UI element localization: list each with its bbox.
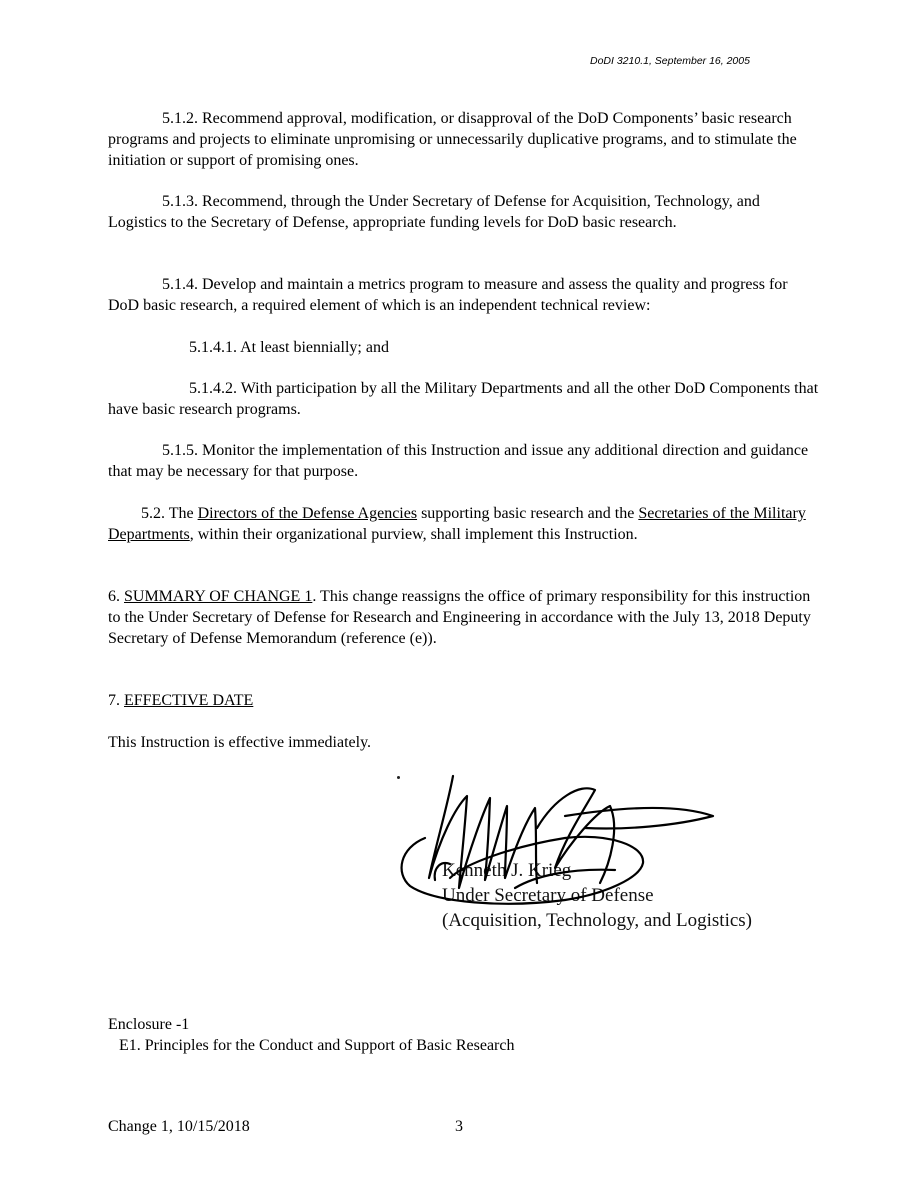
signer-office: (Acquisition, Technology, and Logistics): [442, 910, 753, 931]
paragraph-5-1-5: 5.1.5. Monitor the implementation of this Instruction and issue any additional direction and guidance that may be necessary for that purpose.: [108, 442, 809, 480]
signer-title: Under Secretary of Defense: [442, 885, 654, 906]
paragraph-5-1-4-1: 5.1.4.1. At least biennially; and: [189, 339, 389, 356]
paragraph-5-1-4: 5.1.4. Develop and maintain a metrics program to measure and assess the quality and progress for DoD basic research, a required element of which is an independent technical review:: [108, 276, 788, 314]
paragraph-5-2-middle: supporting basic research and the: [417, 505, 639, 522]
footer-change: Change 1, 10/15/2018: [108, 1118, 250, 1135]
section-6-number: 6.: [108, 588, 124, 605]
signer-name: Kenneth J. Krieg: [442, 860, 572, 881]
enclosures-section: [108, 1014, 820, 1056]
effective-statement: This Instruction is effective immediately.: [108, 734, 372, 751]
paragraph-5-2-suffix: , within their organizational purview, shall implement this Instruction.: [189, 526, 638, 543]
handwritten-signature: [395, 768, 795, 943]
section-6-summary-of-change: [108, 586, 820, 649]
running-header: DoDI 3210.1, September 16, 2005: [590, 55, 750, 67]
enclosure-item-e1: E1. Principles for the Conduct and Support of Basic Research: [119, 1037, 515, 1054]
paragraph-5-1-3: 5.1.3. Recommend, through the Under Secretary of Defense for Acquisition, Technology, and Logistics to the Secretary of Defense, appropriate funding levels for DoD basic research.: [108, 193, 760, 231]
paragraph-5-2: [108, 503, 820, 545]
paragraph-5-1-2: 5.1.2. Recommend approval, modification, or disapproval of the DoD Components’ basic research programs and projects to eliminate unpromising or unnecessarily duplicative programs, and to stimulate the initiation or support of promising ones.: [108, 110, 797, 169]
section-6-heading: SUMMARY OF CHANGE 1: [124, 588, 313, 605]
link-secretaries-military-departments: Secretaries of the Military Departments: [108, 505, 806, 543]
section-6-text: . This change reassigns the office of primary responsibility for this instruction to the Under Secretary of Defense for Research and Engineering in accordance with the July 13, 2018 Deputy Secretary of Defense Memorandum (reference (e)).: [108, 588, 811, 647]
paragraph-5-2-prefix: 5.2. The: [141, 505, 198, 522]
enclosure-label: Enclosure -1: [108, 1016, 190, 1033]
page-number: 3: [455, 1118, 463, 1135]
section-7-effective-date: [108, 690, 820, 711]
paragraph-5-1-4-2: 5.1.4.2. With participation by all the Military Departments and all the other DoD Components that have basic research programs.: [108, 380, 819, 418]
section-7-heading: EFFECTIVE DATE: [124, 692, 254, 709]
link-directors-defense-agencies: Directors of the Defense Agencies: [197, 505, 418, 522]
section-7-number: 7.: [108, 692, 124, 709]
